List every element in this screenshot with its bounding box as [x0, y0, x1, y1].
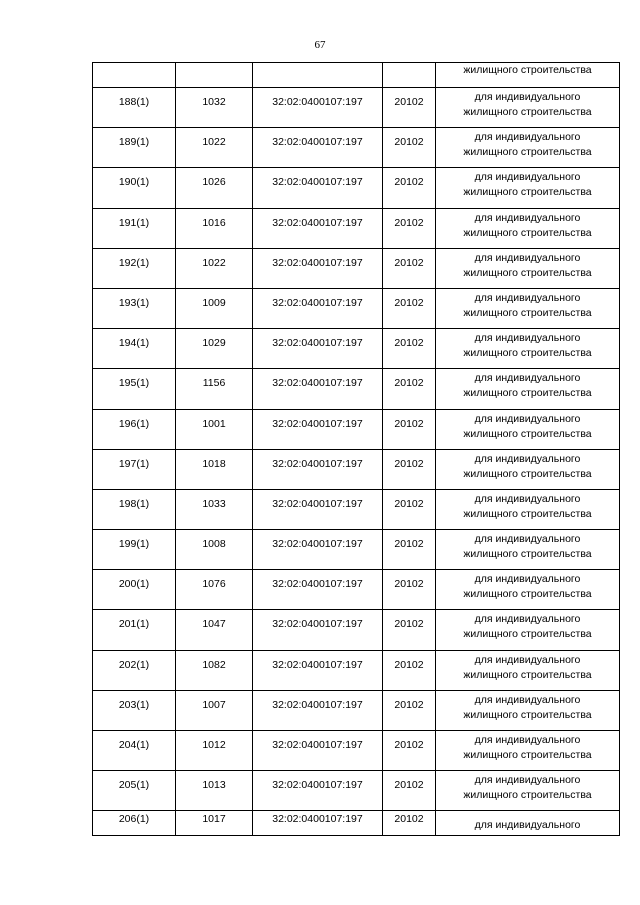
- cell-purpose: [436, 409, 620, 449]
- cell-cadastral: 32:02:0400107:197: [253, 771, 383, 811]
- purpose-line-1: для индивидуального: [474, 412, 581, 425]
- purpose-line-1: для индивидуального: [474, 372, 581, 385]
- cell-number: [93, 63, 176, 88]
- cell-code: 20102: [383, 771, 436, 811]
- cell-purpose: [436, 208, 620, 248]
- table-row-continued: [93, 63, 620, 88]
- table-row: [93, 248, 620, 288]
- cell-area: 1156: [176, 369, 253, 409]
- purpose-line-1: для индивидуального: [474, 251, 581, 264]
- purpose-line-1: для индивидуального: [474, 131, 581, 144]
- cell-number: 191(1): [93, 208, 176, 248]
- cell-cadastral: 32:02:0400107:197: [253, 248, 383, 288]
- table-body: [93, 63, 620, 836]
- cell-number: 203(1): [93, 690, 176, 730]
- cell-purpose: [436, 369, 620, 409]
- cell-area: 1026: [176, 168, 253, 208]
- purpose-line-2: жилищного строительства: [463, 306, 592, 319]
- cell-number: 198(1): [93, 489, 176, 529]
- cell-cadastral: 32:02:0400107:197: [253, 288, 383, 328]
- cell-code: 20102: [383, 128, 436, 168]
- table-row: [93, 610, 620, 650]
- cell-area: 1013: [176, 771, 253, 811]
- cell-area: 1008: [176, 530, 253, 570]
- cell-purpose: [436, 610, 620, 650]
- cell-cadastral: 32:02:0400107:197: [253, 128, 383, 168]
- cell-code: 20102: [383, 811, 436, 836]
- cell-purpose: для индивидуального: [436, 811, 620, 836]
- purpose-line-1: для индивидуального: [474, 613, 581, 626]
- cell-code: 20102: [383, 489, 436, 529]
- cell-code: 20102: [383, 329, 436, 369]
- cell-code: 20102: [383, 650, 436, 690]
- cell-purpose: [436, 329, 620, 369]
- purpose-line-2: жилищного строительства: [463, 628, 592, 641]
- cell-cadastral: 32:02:0400107:197: [253, 168, 383, 208]
- cell-purpose: жилищного строительства: [436, 63, 620, 88]
- cell-code: 20102: [383, 369, 436, 409]
- cell-code: 20102: [383, 731, 436, 771]
- cell-area: 1018: [176, 449, 253, 489]
- cell-area: 1017: [176, 811, 253, 836]
- cell-number: 205(1): [93, 771, 176, 811]
- cell-purpose: [436, 449, 620, 489]
- cell-area: 1082: [176, 650, 253, 690]
- cell-code: 20102: [383, 248, 436, 288]
- purpose-line-1: для индивидуального: [474, 533, 581, 546]
- cell-purpose: [436, 88, 620, 128]
- cell-number: 190(1): [93, 168, 176, 208]
- cell-cadastral: 32:02:0400107:197: [253, 530, 383, 570]
- cell-purpose: [436, 530, 620, 570]
- purpose-line-2: жилищного строительства: [463, 789, 592, 802]
- table-row: [93, 811, 620, 836]
- table-row: [93, 208, 620, 248]
- purpose-line-2: жилищного строительства: [463, 467, 592, 480]
- cell-number: 196(1): [93, 409, 176, 449]
- cell-purpose: [436, 248, 620, 288]
- cell-purpose: [436, 731, 620, 771]
- cell-area: 1022: [176, 248, 253, 288]
- cell-area: 1007: [176, 690, 253, 730]
- cell-area: 1022: [176, 128, 253, 168]
- cell-purpose: [436, 288, 620, 328]
- purpose-line-1: для индивидуального: [474, 492, 581, 505]
- cell-cadastral: 32:02:0400107:197: [253, 650, 383, 690]
- purpose-line-2: жилищного строительства: [463, 186, 592, 199]
- cell-code: 20102: [383, 409, 436, 449]
- cell-number: 202(1): [93, 650, 176, 690]
- purpose-line-2: жилищного строительства: [463, 146, 592, 159]
- cell-number: 193(1): [93, 288, 176, 328]
- cell-cadastral: 32:02:0400107:197: [253, 329, 383, 369]
- purpose-line-2: жилищного строительства: [463, 588, 592, 601]
- purpose-line-2: жилищного строительства: [463, 266, 592, 279]
- cell-code: 20102: [383, 288, 436, 328]
- cell-number: 199(1): [93, 530, 176, 570]
- cell-purpose: [436, 650, 620, 690]
- cell-area: 1076: [176, 570, 253, 610]
- cell-cadastral: [253, 63, 383, 88]
- cell-code: 20102: [383, 168, 436, 208]
- cell-area: 1016: [176, 208, 253, 248]
- table-row: [93, 489, 620, 529]
- table-row: [93, 128, 620, 168]
- table-row: [93, 409, 620, 449]
- table-row: [93, 690, 620, 730]
- cell-number: 194(1): [93, 329, 176, 369]
- table-row: [93, 369, 620, 409]
- purpose-line-2: жилищного строительства: [463, 347, 592, 360]
- purpose-line-1: для индивидуального: [474, 291, 581, 304]
- cell-area: 1029: [176, 329, 253, 369]
- cell-purpose: [436, 168, 620, 208]
- table-row: [93, 329, 620, 369]
- table-row: [93, 530, 620, 570]
- cell-cadastral: 32:02:0400107:197: [253, 489, 383, 529]
- cell-cadastral: 32:02:0400107:197: [253, 690, 383, 730]
- purpose-line-2: жилищного строительства: [463, 749, 592, 761]
- cell-number: 188(1): [93, 88, 176, 128]
- table-row: [93, 449, 620, 489]
- purpose-line-2: жилищного строительства: [463, 226, 592, 239]
- cell-purpose: [436, 489, 620, 529]
- cell-cadastral: 32:02:0400107:197: [253, 88, 383, 128]
- cell-purpose: [436, 570, 620, 610]
- cell-cadastral: 32:02:0400107:197: [253, 208, 383, 248]
- cell-number: 192(1): [93, 248, 176, 288]
- cell-cadastral: 32:02:0400107:197: [253, 369, 383, 409]
- cell-area: 1012: [176, 731, 253, 771]
- cell-area: 1033: [176, 489, 253, 529]
- cell-code: 20102: [383, 208, 436, 248]
- land-plots-table: [92, 62, 620, 836]
- table-row: [93, 570, 620, 610]
- cell-area: 1032: [176, 88, 253, 128]
- cell-area: [176, 63, 253, 88]
- cell-number: 204(1): [93, 731, 176, 771]
- page-number: 67: [314, 39, 326, 51]
- cell-cadastral: 32:02:0400107:197: [253, 570, 383, 610]
- cell-number: 197(1): [93, 449, 176, 489]
- purpose-line-1: для индивидуального: [474, 211, 581, 224]
- cell-purpose: [436, 690, 620, 730]
- table-row: [93, 88, 620, 128]
- cell-area: 1047: [176, 610, 253, 650]
- purpose-line-2: жилищного строительства: [463, 387, 592, 400]
- cell-cadastral: 32:02:0400107:197: [253, 449, 383, 489]
- cell-code: 20102: [383, 88, 436, 128]
- cell-code: 20102: [383, 610, 436, 650]
- cell-code: [383, 63, 436, 88]
- purpose-line-2: жилищного строительства: [463, 548, 592, 561]
- cell-code: 20102: [383, 570, 436, 610]
- cell-number: 206(1): [93, 811, 176, 836]
- cell-area: 1009: [176, 288, 253, 328]
- cell-cadastral: 32:02:0400107:197: [253, 731, 383, 771]
- purpose-line-1: для индивидуального: [474, 774, 581, 787]
- purpose-line-1: для индивидуального: [474, 91, 581, 103]
- table-row: [93, 650, 620, 690]
- cell-purpose: [436, 128, 620, 168]
- purpose-line-2: жилищного строительства: [463, 668, 592, 681]
- table-row: [93, 731, 620, 771]
- purpose-line-1: для индивидуального: [474, 171, 581, 184]
- cell-cadastral: 32:02:0400107:197: [253, 811, 383, 836]
- purpose-line-1: для индивидуального: [474, 693, 581, 706]
- cell-number: 201(1): [93, 610, 176, 650]
- cell-code: 20102: [383, 690, 436, 730]
- purpose-line-1: для индивидуального: [474, 573, 581, 586]
- cell-number: 195(1): [93, 369, 176, 409]
- cell-number: 189(1): [93, 128, 176, 168]
- cell-code: 20102: [383, 449, 436, 489]
- table-row: [93, 168, 620, 208]
- table-row: [93, 288, 620, 328]
- purpose-line-2: жилищного строительства: [463, 427, 592, 440]
- purpose-line-2: жилищного строительства: [463, 106, 592, 118]
- table-row: [93, 771, 620, 811]
- cell-area: 1001: [176, 409, 253, 449]
- purpose-line-1: для индивидуального: [474, 452, 581, 465]
- cell-purpose: [436, 771, 620, 811]
- cell-code: 20102: [383, 530, 436, 570]
- purpose-line-2: жилищного строительства: [463, 507, 592, 520]
- cell-number: 200(1): [93, 570, 176, 610]
- cell-cadastral: 32:02:0400107:197: [253, 610, 383, 650]
- purpose-line-1: для индивидуального: [474, 332, 581, 345]
- purpose-line-1: для индивидуального: [474, 734, 581, 746]
- cell-cadastral: 32:02:0400107:197: [253, 409, 383, 449]
- purpose-line-1: для индивидуального: [474, 653, 581, 666]
- purpose-line-2: жилищного строительства: [463, 708, 592, 721]
